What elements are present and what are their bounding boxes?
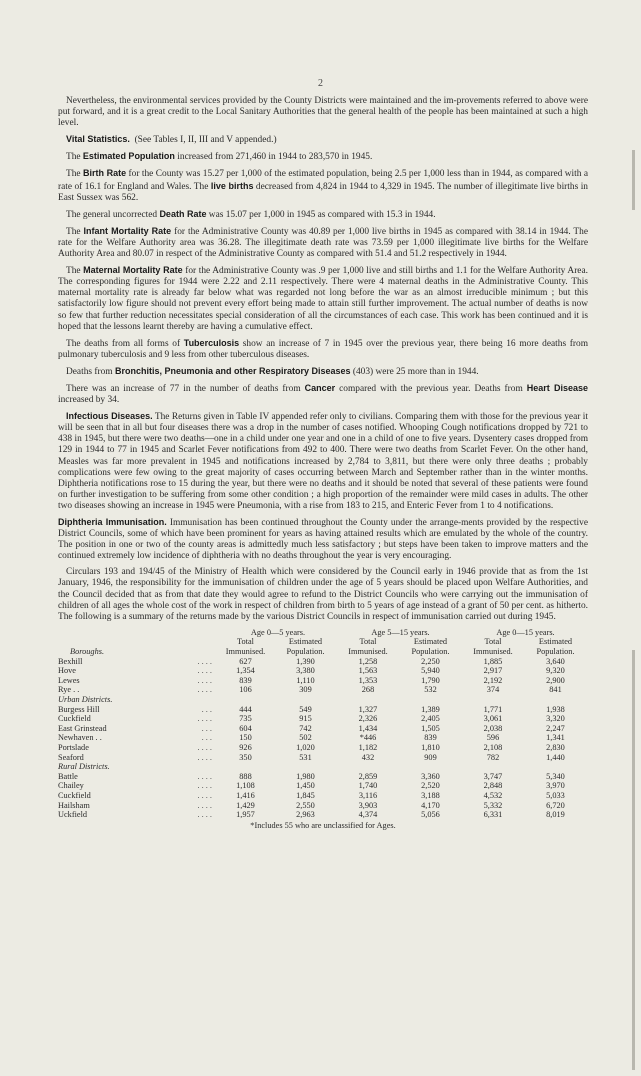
table-cell: 1,108: [236, 781, 255, 791]
leader-dots: . . . .: [197, 666, 212, 676]
column-header: Immunised.: [473, 647, 513, 657]
column-header: Estimated: [538, 637, 573, 647]
table-cell: 596: [486, 733, 500, 743]
table-row: [58, 781, 588, 791]
district-name: [58, 657, 218, 667]
rural-label-section: [58, 762, 588, 772]
table-cell: 5,340: [546, 771, 565, 781]
vital-statistics-paragraph: Vital Statistics. (See Tables I, II, III and V appended.): [66, 134, 277, 146]
leader-dots: . . . .: [197, 781, 212, 791]
table-cell: 1,353: [358, 675, 378, 685]
population-heading: Estimated Population: [82, 151, 175, 162]
scan-edge-mark: [632, 650, 635, 1070]
table-row: [58, 666, 588, 676]
district-name-text: Cuckfield: [58, 790, 91, 800]
table-cell: 3,320: [546, 714, 565, 724]
immunisation-table: [58, 628, 588, 820]
leader-dots: . . . .: [197, 800, 212, 810]
district-name-text: Hove: [58, 666, 76, 676]
table-cell: 1,957: [236, 810, 255, 820]
cancer-heading: Cancer: [304, 382, 336, 393]
table-cell: 150: [239, 733, 252, 743]
live-births-heading: live births: [210, 180, 254, 191]
table-row: [58, 714, 588, 724]
table-cell: 374: [486, 685, 500, 695]
table-cell: 1,434: [358, 723, 378, 733]
table-cell: 2,192: [483, 675, 503, 685]
table-row: [58, 791, 588, 801]
table-cell: 1,389: [421, 704, 440, 714]
leader-dots: . . .: [201, 704, 212, 714]
table-cell: 1,885: [483, 656, 503, 666]
table-cell: 1,740: [358, 781, 378, 791]
table-cell: 3,116: [358, 790, 378, 800]
birth-rate-heading: Birth Rate: [83, 168, 127, 179]
table-cell: 444: [239, 704, 252, 714]
leader-dots: . . .: [201, 733, 212, 743]
table-row: [58, 657, 588, 667]
group-header: Age 0—5 years.: [250, 627, 306, 637]
table-cell: 1,020: [296, 742, 315, 752]
table-cell: 549: [299, 704, 312, 714]
table-cell: 3,360: [421, 771, 440, 781]
table-cell: 2,326: [358, 714, 378, 724]
table-cell: 4,532: [483, 790, 503, 800]
table-cell: 1,182: [358, 742, 378, 752]
column-header: Total: [484, 637, 502, 647]
respiratory-heading: Bronchitis, Pneumonia and other Respiratory Diseases: [114, 365, 351, 376]
column-header: Population.: [286, 647, 325, 657]
table-cell: *446: [359, 733, 377, 743]
district-name: [58, 705, 218, 715]
table-cell: 2,859: [358, 771, 378, 781]
table-cell: 1,790: [421, 675, 440, 685]
table-cell: 2,405: [421, 714, 440, 724]
leader-dots: . . . .: [197, 810, 212, 820]
table-row: [58, 733, 588, 743]
urban-districts-label: Urban Districts.: [58, 695, 113, 704]
table-cell: 2,963: [296, 810, 315, 820]
infant-mortality-paragraph: The Infant Mortality Rate for the Administrative County was 40.89 per 1,000 live births in 1945 as compared with 38.14 in 1944. The rate for the Welfare Authority area was 36.28. The illegitimate death rate was 73.59 per 1,000 illegitimate live births for the Welfare Authority Area and 80.07 in respect of the Administrative County as compared with 51.4 and 51.2 respectively in 1944.: [58, 225, 588, 260]
table-cell: 1,110: [296, 675, 315, 685]
district-name: [58, 810, 218, 820]
table-cell: 3,970: [546, 781, 565, 791]
table-row: [58, 743, 588, 753]
leader-dots: . . . .: [197, 714, 212, 724]
table-cell: 2,038: [483, 723, 503, 733]
table-cell: 432: [361, 752, 375, 762]
district-name-text: East Grinstead: [58, 723, 107, 733]
leader-dots: . . . .: [197, 752, 212, 762]
diphtheria-paragraph: Diphtheria Immunisation. Immunisation has been continued throughout the County under the arrange-ments provided by the respective District Councils, some of which have been prominent for years as having attained results which are emulated by the whole of the country. The position in one or two of the county areas is admittedly much less satisfactory ; but steps have been taken to improve matters and the continued extremely low incidence of diphtheria with no deaths throughout the year is very encouraging.: [58, 517, 588, 562]
leader-dots: . . . .: [197, 656, 212, 666]
circulars-paragraph: Circulars 193 and 194/45 of the Ministry of Health which were considered by the Council early in 1946 provide that as from the 1st January, 1946, the responsibility for the immunisation of children under the age of 5 years should be placed upon Welfare Authorities, and the Council decided that as from that date they would agree to refund to the District Councils who were carrying out the immunisation of children of all ages the whole cost of the work in respect of children from birth to 5 years of age instead of a grant of 50 per cent. as hitherto. The following is a summary of the returns made by the various District Councils in respect of immunisation carried out during 1945.: [58, 567, 588, 622]
table-cell: 106: [239, 685, 252, 695]
table-cell: 1,416: [236, 790, 255, 800]
table-cell: 5,033: [546, 790, 565, 800]
table-footnote: *Includes 55 who are unclassified for Ages.: [250, 820, 396, 830]
district-name: [58, 753, 218, 763]
district-name-text: Hailsham: [58, 800, 90, 810]
boroughs-section: [58, 657, 588, 695]
district-name: [58, 666, 218, 676]
table-cell: 2,917: [483, 666, 503, 676]
rural-section: [58, 772, 588, 820]
table-subheader-row: [58, 647, 588, 657]
table-cell: 909: [424, 752, 437, 762]
table-cell: 1,354: [236, 666, 255, 676]
table-row: [58, 685, 588, 695]
column-header: Total: [237, 637, 254, 647]
birth-rate-paragraph: The Birth Rate for the County was 15.27 per 1,000 of the estimated population, being 2.5 per 1,000 less than in 1944, as compared with a rate of 16.1 for England and Wales. The live births decreased from 4,824 in 1944 to 4,329 in 1945. The number of illegitimate live births in East Sussex was 562.: [58, 168, 588, 203]
table-cell: 839: [424, 733, 437, 743]
group-header: Age 5—15 years.: [371, 627, 430, 637]
column-header: Estimated: [413, 637, 448, 647]
table-cell: 604: [239, 723, 252, 733]
table-cell: 6,331: [483, 810, 503, 820]
maternal-mortality-heading: Maternal Mortality Rate: [83, 265, 183, 276]
district-name-text: Battle: [58, 771, 78, 781]
table-cell: 1,810: [421, 742, 440, 752]
table-cell: 3,640: [546, 656, 565, 666]
table-cell: 1,563: [358, 666, 378, 676]
leader-dots: . . .: [201, 723, 212, 733]
table-cell: 5,056: [421, 810, 440, 820]
table-row: [58, 676, 588, 686]
table-cell: 5,940: [421, 666, 440, 676]
table-cell: 9,320: [546, 666, 565, 676]
population-paragraph: The Estimated Population increased from 271,460 in 1944 to 283,570 in 1945.: [66, 151, 373, 163]
column-header: Population.: [411, 647, 450, 657]
table-row: [58, 705, 588, 715]
table-cell: 532: [424, 685, 437, 695]
district-name: [58, 791, 218, 801]
infectious-diseases-paragraph: Infectious Diseases. The Returns given in Table IV appended refer only to civilians. Comparing them with those for the previous year it will be seen that in all but four diseases there was a drop in the number of cases notified. Whooping Cough notifications dropped by 721 to 438 in 1945, but there were two deaths—one in a child under one year and one in a child of one to five years. Dysentery cases dropped from 129 in 1944 to 77 in 1945 and Scarlet Fever notifications from 492 to 400. There were two deaths from Scarlet Fever. On the other hand, Measles was far more prevalent in 1945 and notifications increased by 2,784 to 3,811, but there were only three deaths ; probably complications were few owing to the great majority of cases occurring between March and September rather than in the winter months. Diphtheria notifications rose to 15 during the year, but there were no deaths and it should be noted that several of these patients were found on further investigation to be suffering from some other condition ; a high proportion of the remainder were mild cases in adults. The other two diseases showing an increase in 1945 were Pneumonia, with a rise from 183 to 215, and Enteric Fever from 1 to 4 notifications.: [58, 411, 588, 511]
heart-disease-heading: Heart Disease: [526, 382, 588, 393]
tuberculosis-heading: Tuberculosis: [183, 337, 240, 348]
table-cell: 735: [239, 714, 252, 724]
table-cell: 627: [239, 656, 252, 666]
table-cell: 1,505: [421, 723, 440, 733]
table-cell: 3,747: [483, 771, 503, 781]
district-name-text: Chailey: [58, 781, 84, 791]
district-name: [58, 801, 218, 811]
district-name-text: Newhaven . .: [58, 733, 102, 743]
diphtheria-heading: Diphtheria Immunisation.: [58, 517, 167, 527]
table-group-header-row: [58, 628, 588, 638]
table-cell: 309: [299, 685, 312, 695]
intro-paragraph: Nevertheless, the environmental services provided by the County Districts were maintained and the im-provements referred to above were put forward, and it is a great credit to the Local Sanitary Authorities that the general health of the people has been maintained at such a high level.: [58, 96, 588, 129]
table-cell: 2,520: [421, 781, 440, 791]
table-cell: 1,771: [483, 704, 503, 714]
table-cell: 5,332: [483, 800, 503, 810]
table-cell: 3,061: [483, 714, 503, 724]
table-cell: 4,374: [358, 810, 378, 820]
leader-dots: . . . .: [197, 675, 212, 685]
table-cell: 4,170: [421, 800, 440, 810]
table-cell: 3,188: [421, 790, 440, 800]
cancer-paragraph: There was an increase of 77 in the number of deaths from Cancer compared with the previous year. Deaths from Heart Disease increased by 34.: [58, 382, 588, 406]
leader-dots: . . . .: [197, 771, 212, 781]
tuberculosis-paragraph: The deaths from all forms of Tuberculosis show an increase of 7 in 1945 over the previous year, there being 16 more deaths from pulmonary tuberculosis and 9 less from other tuberculous diseases.: [58, 337, 588, 360]
respiratory-paragraph: Deaths from Bronchitis, Pneumonia and other Respiratory Diseases (403) were 25 more than in 1944.: [66, 365, 479, 377]
district-name: [58, 714, 218, 724]
table-cell: 8,019: [546, 810, 565, 820]
column-header: Estimated: [288, 637, 323, 647]
table-cell: 926: [239, 742, 252, 752]
column-header: Total: [359, 637, 377, 647]
table-cell: 1,938: [546, 704, 565, 714]
scan-edge-mark: [632, 150, 635, 210]
table-cell: 782: [486, 752, 500, 762]
table-row: [58, 810, 588, 820]
table-cell: 1,845: [296, 790, 315, 800]
district-name: [58, 676, 218, 686]
infectious-diseases-heading: Infectious Diseases.: [66, 411, 153, 422]
leader-dots: . . . .: [197, 685, 212, 695]
rural-districts-label: Rural Districts.: [58, 762, 110, 772]
table-cell: 1,450: [296, 781, 315, 791]
urban-section: [58, 705, 588, 763]
table-cell: 1,258: [358, 656, 378, 666]
table-cell: 841: [549, 685, 562, 695]
death-rate-paragraph: The general uncorrected Death Rate was 15.07 per 1,000 in 1945 as compared with 15.3 in 1944.: [66, 208, 436, 220]
table-cell: 888: [239, 771, 252, 781]
table-cell: 3,380: [296, 666, 315, 676]
table-cell: 1,980: [296, 771, 315, 781]
leader-dots: . . . .: [197, 742, 212, 752]
district-name-text: Portslade: [58, 742, 89, 752]
table-row: [58, 753, 588, 763]
table-cell: 3,903: [358, 800, 378, 810]
district-name-text: Lewes: [58, 675, 80, 685]
district-name-text: Bexhill: [58, 656, 83, 666]
death-rate-heading: Death Rate: [159, 208, 207, 219]
table-cell: 268: [361, 685, 375, 695]
page-body: [58, 96, 588, 831]
district-name-text: Rye . .: [58, 685, 80, 695]
table-cell: 2,848: [483, 781, 503, 791]
table-cell: 915: [299, 714, 312, 724]
boroughs-label: Boroughs.: [70, 647, 105, 657]
table-cell: 839: [239, 675, 252, 685]
table-cell: 1,429: [236, 800, 255, 810]
table-row: [58, 724, 588, 734]
infant-mortality-heading: Infant Mortality Rate: [83, 225, 172, 236]
district-name-text: Cuckfield: [58, 714, 91, 724]
table-cell: 742: [299, 723, 312, 733]
table-row: [58, 772, 588, 782]
table-cell: 2,247: [546, 723, 565, 733]
table-cell: 2,830: [546, 742, 565, 752]
table-cell: 2,250: [421, 656, 440, 666]
district-name-text: Burgess Hill: [58, 704, 100, 714]
table-cell: 1,390: [296, 656, 315, 666]
district-name: [58, 772, 218, 782]
leader-dots: . . . .: [197, 790, 212, 800]
group-header: Age 0—15 years.: [496, 627, 555, 637]
table-row: [58, 801, 588, 811]
district-name: [58, 724, 218, 734]
table-cell: 350: [239, 752, 252, 762]
table-cell: 531: [299, 752, 312, 762]
table-cell: 2,550: [296, 800, 315, 810]
table-cell: 2,900: [546, 675, 565, 685]
table-subheader-row: [58, 637, 588, 647]
district-name: [58, 743, 218, 753]
district-name: [58, 733, 218, 743]
urban-label-section: [58, 695, 588, 705]
district-name: [58, 781, 218, 791]
table-cell: 1,341: [546, 733, 565, 743]
vital-statistics-heading: Vital Statistics.: [66, 134, 130, 145]
column-header: Population.: [536, 647, 575, 657]
table-cell: 1,327: [358, 704, 378, 714]
district-name-text: Seaford: [58, 752, 84, 762]
column-header: Immunised.: [225, 647, 266, 657]
district-name-text: Uckfield: [58, 810, 88, 820]
page-number: 2: [318, 78, 323, 89]
table-cell: 1,440: [546, 752, 565, 762]
column-header: Immunised.: [348, 647, 388, 657]
table-cell: 2,108: [483, 742, 503, 752]
maternal-mortality-paragraph: The Maternal Mortality Rate for the Administrative County was .9 per 1,000 live and still births and 1.1 for the Welfare Authority Area. The corresponding figures for 1944 were 2.22 and 2.11 respectively. There were 4 maternal deaths in the Administrative County. This maternal mortality rate is already far below what was regarded not long before the war as an almost irreducible minimum ; but this satisfactorily low figure should not prevent every effort being made to attain still further improvement. The actual number of deaths is now so few that further reduction necessitates special consideration of all the circumstances of each case. This work has been continued and it is hoped that the lessons learnt thereby are having a cumulative effect.: [58, 265, 588, 332]
district-name: [58, 685, 218, 695]
table-cell: 6,720: [546, 800, 565, 810]
table-cell: 502: [299, 733, 312, 743]
